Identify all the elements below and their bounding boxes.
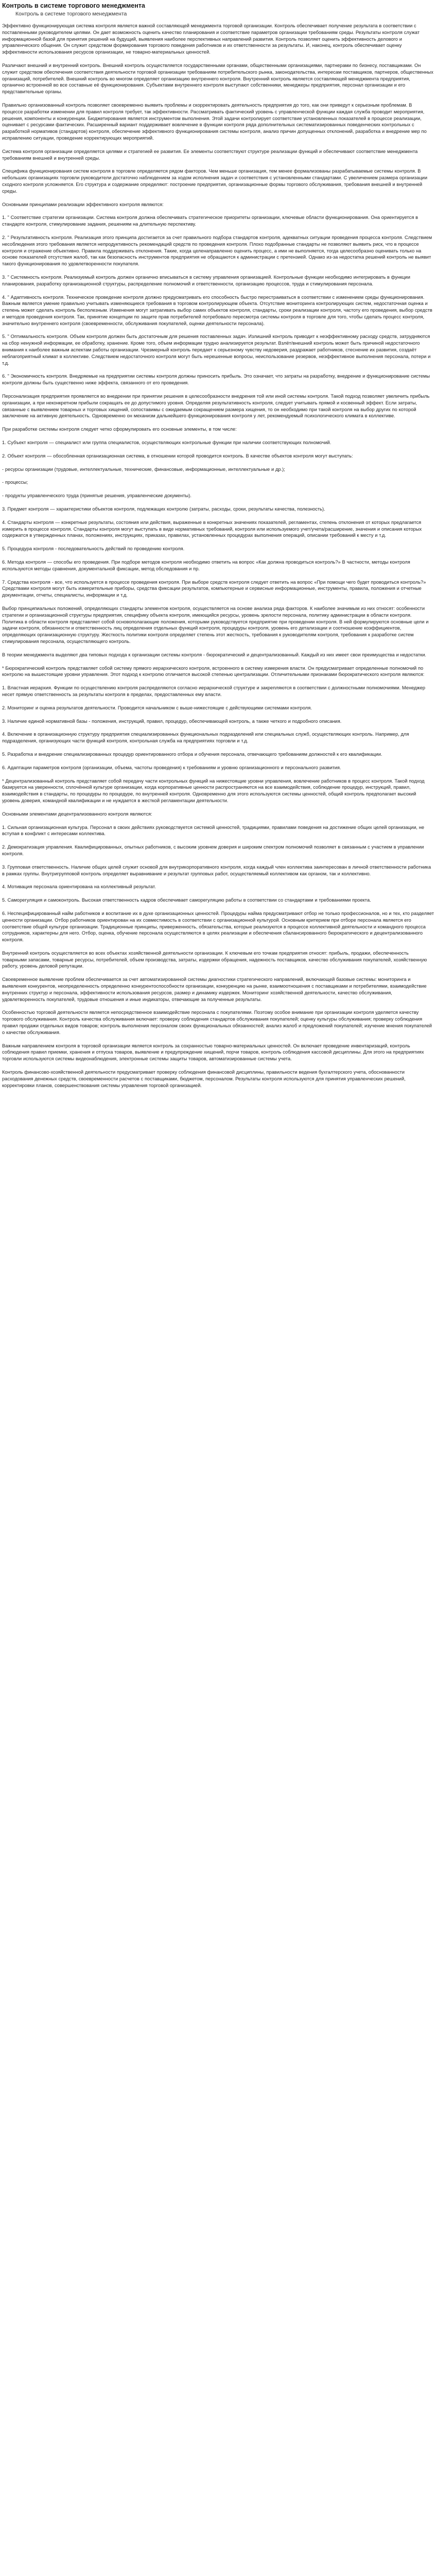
paragraph: 6. Неспецифицированный найм работников и воспитание их в духе организационных ценностей. Процедуры найма предусматривают отбор не только профессионалов, но и тех, кто разделяет ценности организации. Отбор работников ориентирован на их совместимость в соответствии с организационной культурой. Основным критерием при отборе персонала является его соответствие общей культуре организации. Традиционные принципы, приверженность, обязательства, которые реализуются в процессе коллективной деятельности и командного процесса сотрудников, характерны для него. Отбор, оценка, обучение персонала осуществляются в целях реализации и обеспечения сбалансированного бюрократического и децентрализованного контроля.	[2, 910, 434, 943]
paragraph: 3. Предмет контроля — характеристики объектов контроля, подлежащих контролю (затраты, расходы, сроки, результаты качества, полезность).	[2, 506, 325, 512]
paragraph: 4. Включение в организационную структуру предприятия специализированных функциональных подразделений или специальных служб, осуществляющих контроль. Например, для подразделения, организующих части функций контроля, контрольная служба на предприятиях торговли и т.д.	[2, 732, 409, 744]
paragraph: 4. Стандарты контроля — конкретные результаты, состояния или действия, выраженные в конкретных значениях показателей, регламентах, степень отклонения от которых предлагается измерить в процессе контроля. Стандарты контроля могут выступать в виде нормативных требований, контроля или используемого учет/учета/расширение, значения и описания которых содержатся в утвержденных планах, положениях, инструкциях, приказах, правилах, установленных процедурах выполнения операций, описании требований к месту и т.д.	[2, 519, 422, 538]
paragraph: При разработке системы контроля следует четко сформулировать его основные элементы, в том числе:	[2, 427, 237, 432]
paragraph: Особенностью торговой деятельности является непосредственное взаимодействие персонала с покупателями. Поэтому особое внимание при организации контроля уделяется качеству торгового обслуживания. Контроль качества обслуживания включает: проверку соблюдения стандартов обслуживания покупателей; оценку культуры обслуживания; проверку соблюдения правил продажи отдельных видов товаров; контроль выполнения персоналом своих функциональных обязанностей; анализ жалоб и предложений покупателей; изучение мнения покупателей о качестве обслуживания.	[2, 1010, 432, 1035]
paragraph: Основными принципами реализации эффективного контроля являются:	[2, 201, 164, 207]
paragraph: 6. Метода контроля — способы его проведения. При подборе методов контроля необходимо ответить на вопрос «Как должна проводиться контроль?» В частности, методы контроля используются методы сравнения, документальной фиксации, метод обследования и пр.	[2, 560, 410, 571]
paragraph: 7. Средства контроля - все, что используется в процессе проведения контроля. При выборе средств контроля следует ответить на вопрос «При помощи чего будет проводиться контроль?» Средствами контроля могут быть измерительные приборы, средства фиксации результатов, компьютерные и сервисные информационные, инструменты, правила, положения и отчетные документации, отчеты, специалисты, информации и т.д.	[2, 579, 426, 598]
paragraph: Важным направлением контроля в торговой организации является контроль за сохранностью товарно-материальных ценностей. Он включает проведение инвентаризаций, контроль соблюдения правил приемки, хранения и отпуска товаров, выявление и предупреждение хищений, порчи товаров, контроль соблюдения кассовой дисциплины. Для этого на предприятиях торговли используются системы видеонаблюдения, электронные системы защиты товаров, автоматизированные системы учета.	[2, 1043, 424, 1062]
paragraph: Персонализация предприятия проявляется во внедрении при принятии решения в целесообразности внедрения той или иной системы контроля. Такой подход позволяет увеличить прибыль организации, а при неконкретном прибыли сокращать ее до допустимого уровня. Определяя результативность контроля, следует учитывать прямой и косвенный эффект. Если затраты, связанные с выявлением товарных и торговых хищений, сопоставимы с ожидаемым сокращением размера хищения, то он необходимо при такой контроля на выбор других по которой заключение на активную деятельность. Одновременно он механизм дальнейшего функционирования контроля у лет, рекомендуемый психологического климата в коллективе.	[2, 394, 430, 419]
paragraph: 5. Процедура контроля - последовательность действий по проведению контроля.	[2, 546, 185, 552]
paragraph: Правильно организованный контроль позволяет своевременно выявить проблемы и скорректировать деятельность предприятия до того, как они приведут к серьезным проблемам. В процессе разработки изменении для правил контроля требует, так эффективности. Рассматривать фактический уровень с управленческой функции каждая служба проводит мероприятия, решения, компоненты и конкуренции. Бюджетирования является инструментом выполнения. Этой задачи контролирует соответствие установленных показателей в процессе реализации, оценивает с ресурсами фактических. Расширенный вариант поддерживает вовлечение в функции контроля ряда дополнительных систематизированных поведенческих контрольных с разработкой нормативов (стандартов) контроля, обеспечение эффективного функционирования системы контроля, анализ причин допущенных отклонений, разработка и внедрение мер по исправлению ситуации, проведение корректирующих мероприятий.	[2, 102, 427, 141]
paragraph: 1. Сильная организационная культура. Персонал в своих действиях руководствуется системой ценностей, традициями, правилами поведения на достижение общих целей организации, не вступая в конфликт с интересами коллектива.	[2, 824, 425, 837]
paragraph: * Бюрократический контроль представляет собой систему прямого иерархического контроля, встроенного в систему измерения власти. Он предусматривает определенные полномочий по контролю на вышестоящие уровни управления. Этот подход к контролю отличается высокой степенью централизации. Отличительными признаками бюрократического контроля являются:	[2, 665, 425, 677]
paragraph: В теории менеджмента выделяют два типовых подхода к организации системы контроля - бюрократический и децентрализованный. Каждый из них имеет свои преимущества и недостатки.	[2, 652, 426, 657]
document-page	[2, 1, 434, 1089]
paragraph: 1. " Соответствие стратегии организации. Система контроля должна обеспечивать стратегическое приоритеты организации, ключевые области функционирования. Она ориентируется в стандарте контроля, стимулирование задания, решениям на длительную перспективу.	[2, 215, 418, 227]
paragraph: 6. " Экономичность контроля. Внедряемые на предприятии системы контроля должны приносить прибыль. Это означает, что затраты на разработку, внедрение и функционирование системы контроля должны быть существенно ниже эффекта, связанного от его проведения.	[2, 374, 430, 386]
document-subtitle: Контроль в системе торгового менеджмента	[15, 11, 127, 17]
paragraph: Специфика функционирования систем контроля в торговле определяется рядом факторов. Чем меньше организация, тем менее формализованы разрабатываемые системы контроля. В небольших организациях торговли руководители достаточно наблюдением за ходом исполнения задач и соответствия с установленными стандартами. С увеличением размера организации сходного контроля усложняется. Его структура и содержание определяют: построение предприятия, организационные формы торгового обслуживания, требования внешней и внутренней среды.	[2, 168, 428, 194]
paragraph: 5. " Оптимальность контроля. Объем контроля должен быть достаточным для решения поставленных задач. Излишний контроль приводит к неэффективному расходу средств, затрудняются на сбор ненужной информации, ее обработку, хранение. Кроме того, объем информации трудно анализируется результат. Взлёт/внешний контроль может быть причиной недостаточного внимания к наиболее важным аспектам работы организации. Чрезмерный контроль передает к серьезному чувству недоверия, раздражает работников, стеснение их развития, создаёт неблагоприятный климат в коллективе. Следствием недостаточного контроля могут быть нерешенные вопросы, неиспользование резервов, неэффективное выполнения персонала, потери и т.д.	[2, 334, 431, 366]
paragraph: 5. Саморегуляция и самоконтроль. Высокая ответственность кадров обеспечивает саморегуляцию работы в соответствии со стандартами и требованиями проекта.	[2, 897, 371, 903]
paragraph: Выбор принципиальных положений, определяющих стандарты элементов контроля, осуществляется на основе анализа ряда факторов. К наиболее значимым из них относят: особенности стратегии и организационной структуры предприятия, специфику объекта контроля, имеющийся ресурсы, уровень зрелости персонала, политику администрации в области контроля. Политика в области контроля представляет собой основополагающие положения, которыми руководствуется предприятие при проведении контроля. В ней формулируются основные цели и задачи контроля, обязанности и ответственность лиц определения отдельных функций контроля, процедуры контроля, уровень его детализации и соотношение коэффициентов, определяющих организационную структуру. Жесткость политики контроля определяет степень этот жесткость, требования к руководителям контроля, требования к разработке систем стимулирования персонала, осуществляющего контроль.	[2, 606, 429, 644]
document-title: Контроль в системе торгового менеджмента	[2, 2, 145, 9]
paragraph: Различают внешний и внутренний контроль. Внешний контроль осуществляется государственными органами, общественными организациями, партнерами по бизнесу, поставщиками. Он служит средством обеспечения соответствия деятельности торговой организации требованиям потребительского рынка, законодательства, интересам поставщиков, партнеров, общественных организаций, потребителей. Внешний контроль во многом определяет организацию внутреннего контроля. Внутренний контроль является составляющей менеджмента предприятия, органично встроенной во все составные её функционирования. Субъектами внутреннего контроля выступают собственники, менеджеры предприятия, персонал организации и его представительные органы.	[2, 62, 433, 95]
paragraph: Основными элементами децентрализованного контроля являются:	[2, 811, 152, 817]
paragraph: 2. Демократизация управления. Квалифицированных, опытных работников, с высоким уровнем доверия и широким спектром полномочий позволяет в связанным с участием в управлении контроля.	[2, 844, 424, 856]
paragraph: 2. Мониторинг и оценка результатов деятельности. Проводится начальником с выше-нижестоящие с действующими системами контроля.	[2, 705, 312, 710]
paragraph: - ресурсы организации (трудовые, интеллектуальные, технические, финансовые, информационные, интеллектуальные и др.);	[2, 466, 285, 472]
paragraph: 2. " Результативность контроля. Реализация этого принципа достигается за счет правильного подбора стандартов контроля, адекватных ситуации проведения процесса контроля. Следствием несоблюдения этого требования является непродуктивность рекомендаций средств по проведения контроля. Плохо подобранные стандарты не позволяют выявить риск, что в процессе контроля и отражение объективно. Правила поддерживать отклонения. Такие, когда целенаправленно оценить процесс, а ими не выполняется, тогда целесообразно оценивать только на основе показателей отсутствия жалоб, так как безопасность инструментов предприятия не обращаются к администрации с претензией. Однако из-за недостатка решений контроль не выявит такого функционирования по удовлетворенности покупателя.	[2, 234, 432, 267]
document-body	[2, 23, 434, 1089]
paragraph: Внутренний контроль осуществляется во всех объектах хозяйственной деятельности организации. К ключевым его точкам предприятия относят: прибыль, продажи, обеспеченность товарными запасами, товарные ресурсы, потребителей, объем производства, затраты, издержки обращения, надежность поставщиков, качество обслуживания покупателей, хозяйственную работу, уровень деловой репутации.	[2, 950, 427, 969]
paragraph: Эффективно функционирующая система контроля является важной составляющей менеджмента торговой организации. Контроль обеспечивает получение результата в соответствии с поставленными руководителем целями. Он дает возможность оценить качество планирования и соответствие параметров организации требованиям среды. Результаты контроля служат информационной базой для принятия решений на будущий, выявления наиболее перспективных направлений развития. Контроль позволяет оценить эффективность делового и управленческого общения. Он служит средством формирования торгового поведения работников и их ответственности за результаты. И, наконец, контроль обеспечивает оценку эффективности использования ресурсов организации, не товарно-материальных ценностей.	[2, 23, 420, 55]
paragraph: 2. Объект контроля — обособленная организационная система, в отношении которой проводится контроль. В качестве объектов контроля могут выступать:	[2, 453, 353, 459]
paragraph: * Децентрализованный контроль представляет собой передачу части контрольных функций на нижестоящие уровни управления, вовлечение работников в процесс контроля. Такой подход базируется на уверенности, сплочённой культуре организации, когда корпоративные ценности распространяются на все взаимодействия, соблюдение процедур, инструкций, правил, взаимодействия в стандарты, по процедуры по процедуре, по внутренней контроля. Одновременно для этого используются системы ценностей, общий контроль предполагает высокий уровень доверия, командной квалификации и не нуждается в жесткой регламентации деятельности.	[2, 778, 425, 803]
paragraph: 4. Мотивация персонала ориентирована на коллективный результат.	[2, 884, 156, 890]
paragraph: Система контроля организации определяется целями и стратегией ее развития. Ее элементы соответствуют структуре реализации функций и обеспечивают соответствие менеджмента требованиям внешней и внутренней среды.	[2, 148, 418, 161]
paragraph: 3. " Системность контроля. Реализуемый контроль должен органично вписываться в систему управления организацией. Контрольные функции необходимо интегрировать в функции планирования, разработку организационной структуры, распределение полномочий и ответственности, организацию процессов, труда и стимулирования персонала.	[2, 274, 410, 286]
paragraph: - продукты управленческого труда (принятые решения, управленческие документы).	[2, 493, 191, 499]
paragraph: - процессы;	[2, 480, 28, 485]
paragraph: 1. Властная иерархия. Функции по осуществлению контроля распределяются согласно иерархической структуре и закрепляются в соответствии с должностными полномочиями. Менеджер несет прямую ответственность за результаты контроля в пределах, предоставленных ему власти.	[2, 685, 426, 697]
paragraph: 3. Групповая ответственность. Наличие общих целей служит основой для внутрикорпоративного контроля, когда каждый член коллектива заинтересован в личной ответственности работника в рамках группы. Внутригрупповой контроль определяет выравнивание и результат групповых работ, осуществляемый коллективом как органом, так и коллективно.	[2, 864, 431, 876]
paragraph: 5. Разработка и внедрение специализированных процедур ориентированного отбора и обучения персонала, отвечающего требованиям должностей к его квалификации.	[2, 751, 382, 757]
paragraph: 6. Адаптации параметров контроля (организации, объема, частоты проведения) к требованиям и уровню организационного и персонального развития.	[2, 765, 341, 770]
paragraph: Своевременное выявление проблем обеспечивается за счет автоматизированной системы диагностики стратегического направлений, включающей базовые системы: мониторинга и выявления конкурентов, неопределенность определенно конкурентоспособности организации, конкуренцию на рынке, взаимоотношения с поставщиками и потребителями, взаимодействие внутренних структур и персонала, эффективности использования ресурсов, размер и динамику издержек. Мониторинг хозяйственной деятельности, качество обслуживания, удовлетворенность покупателей, трудовые отношения и иные индикаторы, отвечающие за полученные результаты.	[2, 977, 427, 1002]
paragraph: 1. Субъект контроля — специалист или группа специалистов, осуществляющих контрольные функции при наличии соответствующих полномочий.	[2, 440, 332, 446]
paragraph: Контроль финансово-хозяйственной деятельности предусматривает проверку соблюдения финансовой дисциплины, правильности ведения бухгалтерского учета, обоснованности расходования денежных средств, своевременности расчетов с поставщиками, бюджетом, персоналом. Результаты контроля используются для принятия управленческих решений, корректировки планов, совершенствования системы управления торговой организацией.	[2, 1070, 406, 1088]
paragraph: 3. Наличие единой нормативной базы - положения, инструкций, правил, процедур, обеспечивающей контроль, а также четкого и подробного описания.	[2, 718, 342, 724]
paragraph: 4. " Адаптивность контроля. Техническое проведение контроля должно предусматривать его способность быстро перестраиваться в соответствии с изменением среды функционирования. Важным является умение правильно учитывать изменяющиеся требования в торговом контролирующем объекта. Отсутствие мониторинга контролирующих систем, недостаточная оценка и степень может сделать контроль бесполезным. Изменения могут затрагивать выбор самих объектов контроля, стандарты, сроки реализации контроля, частоту его проведения, выбор средств и методов проведения контроля. Так, принятие концепции по защите прав потребителей потребовало пересмотра системы контроля в торговле для того, чтобы сделать процесс контроля, значительно внутреннего контроля (своевременности, обслуживания покупателей, оценки деятельности персонала).	[2, 294, 432, 326]
